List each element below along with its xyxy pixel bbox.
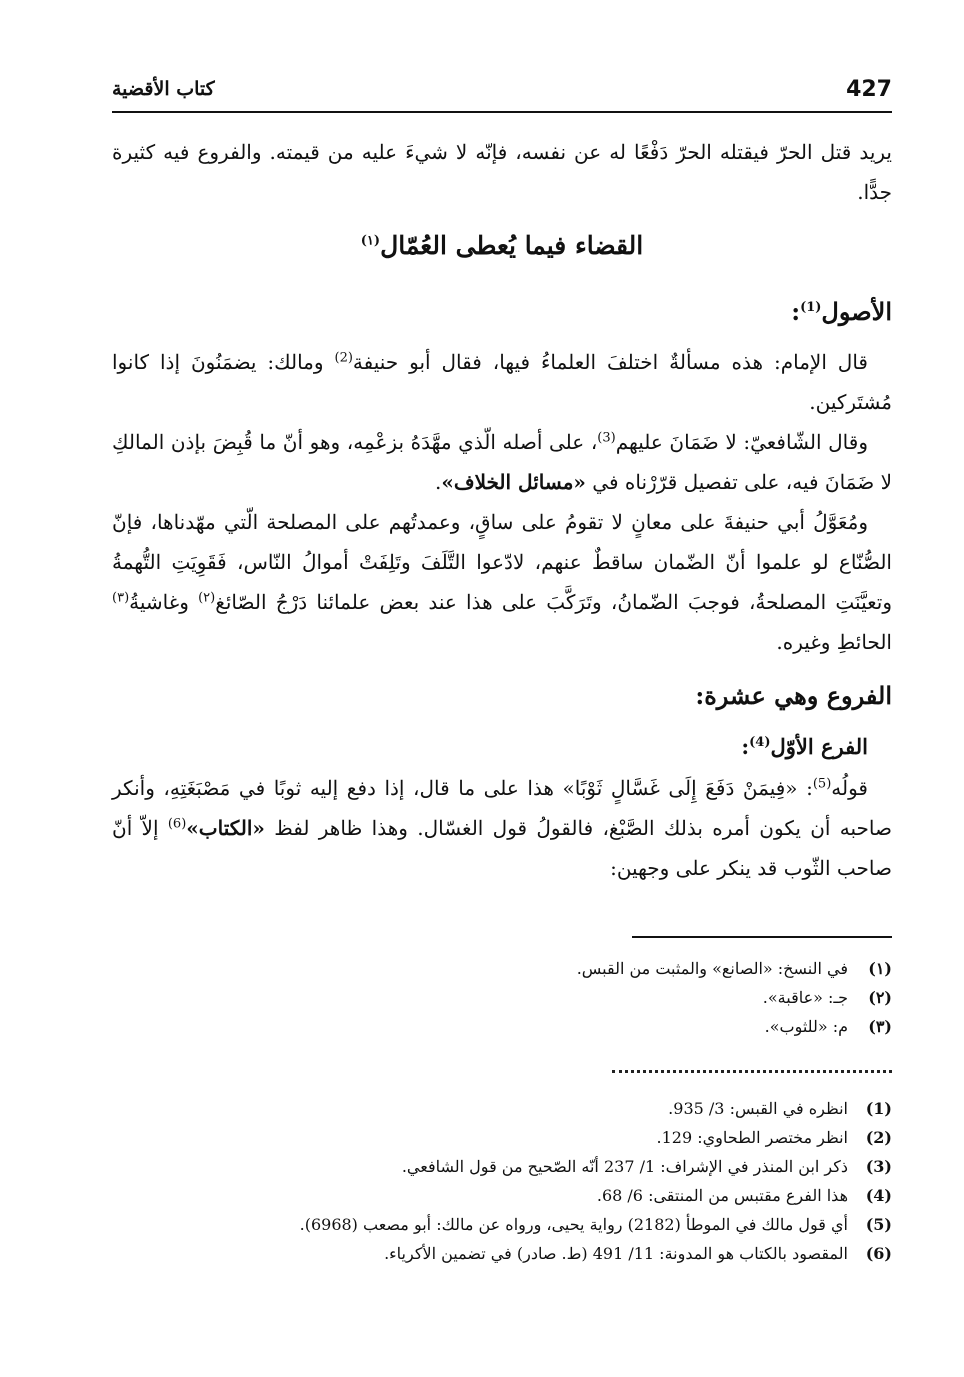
text-run: إلاّ أنّ صاحب الثّوب قد ينكر على وجهين: [112, 816, 892, 880]
footnote-number: (6) [865, 1244, 892, 1263]
first-branch-heading [112, 726, 892, 768]
text-run: قال الإمام: هذه مسألةٌ اختلفَ العلماءُ فيها، فقال أبو حنيفة [352, 350, 868, 374]
page-header [112, 72, 892, 106]
footnote-text: م: «للثوب». [764, 1017, 848, 1036]
footnote-number: (٢) [868, 988, 892, 1007]
footnote-text: ذكر ابن المنذر في الإشراف: 1/ 237 أنّه الصّحيح من قول الشافعي. [401, 1157, 848, 1176]
footnote-item [112, 983, 892, 1012]
footnote-item [112, 1239, 892, 1268]
text-run: ومُعَوَّلُ أبي حنيفةَ على معانٍ لا تقومُ على ساقٍ، وعمدتُهم على المصلحة الّتي مهّدناها، فإنّ الصُّنّاع لو علموا أنّ الضّمان ساقطٌ عنهم، لادّعوا التَّلَفَ وتَلِفَتْ أموالُ النّاس، فَقَوِيَتِ التُّهمةُ وتعيَّنَتِ المصلحةُ، فوجبَ الضّمانُ، وتَرَكَّبَ على هذا عند بعض علمائنا دَرْجُ الصّائغ [112, 510, 892, 614]
footnote-ref: (١) [360, 233, 381, 249]
footnote-item [112, 1152, 892, 1181]
paragraph-imam [112, 342, 892, 422]
footnote-ref: (1) [800, 300, 822, 315]
editor-footnotes [112, 1094, 892, 1268]
text-run: قولُه [831, 776, 868, 800]
footnote-item [112, 1012, 892, 1041]
footnote-number: (١) [868, 959, 892, 978]
footnote-separator [632, 936, 892, 938]
footnote-item [112, 1094, 892, 1123]
footnote-ref: (3) [597, 430, 616, 446]
footnote-dotted-separator [612, 1070, 892, 1073]
text-run: ، على أصله الّذي مهَّدَهُ بزعْمِه، وهو أنّ ما قُبِضَ بإذن المالكِ لا ضَمَانَ فيه، على تفصيل قرّرْناه في [112, 430, 892, 494]
footnote-number: (٣) [868, 1017, 892, 1036]
footnote-number: (5) [865, 1215, 892, 1234]
footnote-item [112, 1181, 892, 1210]
usul-heading-text: الأصول [821, 297, 892, 326]
footnote-number: (3) [865, 1157, 892, 1176]
footnote-number: (2) [865, 1128, 892, 1147]
usul-colon: : [791, 297, 801, 326]
section-title [112, 216, 892, 276]
footnote-text: انظر مختصر الطحاوي: 129. [656, 1128, 848, 1147]
footnote-ref: (2) [334, 350, 353, 366]
page-number: 427 [846, 76, 892, 102]
variant-footnotes [112, 954, 892, 1041]
section-title-text: القضاء فيما يُعطى العُمّال [380, 231, 644, 260]
paragraph-abu-hanifa [112, 502, 892, 662]
footnote-text: انظره في القبس: 3/ 935. [668, 1099, 848, 1118]
furu-heading: الفروع وهي عشرة: [695, 681, 892, 710]
footnote-text: هذا الفرع مقتبس من المنتقى: 6/ 68. [596, 1186, 848, 1205]
main-text [112, 132, 892, 888]
header-rule [112, 111, 892, 113]
footnote-number: (1) [865, 1099, 892, 1118]
book-title: «مسائل الخلاف» [441, 470, 586, 494]
text-run: وغاشيةُ [129, 590, 199, 614]
running-title: كتاب الأقضية [112, 78, 215, 100]
first-branch-colon: : [741, 734, 750, 759]
footnote-text: في النسخ: «الصانع» والمثبت من القبس. [576, 959, 848, 978]
footnote-ref: (6) [167, 816, 187, 832]
text-run: الحائطِ وغيره. [776, 630, 892, 654]
usul-heading [112, 284, 892, 340]
footnote-ref: (4) [749, 735, 771, 750]
paragraph-intro: يريد قتل الحرّ فيقتله الحرّ دَفْعًا له عن نفسه، فإنّه لا شيءَ عليه من قيمته. والفروع فيه كثيرة جدًّا. [112, 140, 892, 204]
footnote-ref: (5) [812, 776, 832, 792]
footnote-item [112, 1123, 892, 1152]
text-run: : «فِيمَنْ دَفَعَ إِلَى غَسَّالٍ ثَوْبًا» هذا على ما قال، إذا دفع إليه ثوبًا في مَصْبَغَتِهِ، وأنكر صاحبه أن يكون أمره بذلك الصَّبْغ، فالقولُ قول الغسّال. وهذا ظاهر لفظ [112, 776, 892, 840]
text-run: . [435, 470, 442, 494]
footnote-text: جـ: «عاقبة». [762, 988, 848, 1007]
text-run: وقال الشّافعيّ: لا ضَمَانَ عليهم [615, 430, 868, 454]
footnote-number: (4) [865, 1186, 892, 1205]
book-title: «الكتاب» [186, 816, 265, 840]
paragraph-shafii [112, 422, 892, 502]
footnote-item [112, 1210, 892, 1239]
footnote-text: أي قول مالك في الموطأ (2182) رواية يحيى، ورواه عن مالك: أبو مصعب (6968). [299, 1215, 848, 1234]
first-branch-text: الفرع الأوّل [770, 734, 868, 759]
footnote-text: المقصود بالكتاب هو المدونة: 11/ 491 (ط. صادر) في تضمين الأكرياء. [384, 1244, 848, 1263]
footnote-item [112, 954, 892, 983]
footnote-ref: (٢) [198, 590, 216, 606]
footnote-ref: (٣) [112, 590, 130, 606]
paragraph-qawluhu [112, 768, 892, 888]
text-run: ومالك: يضمَنُونَ إذا كانوا مُشتَركين. [112, 350, 892, 414]
